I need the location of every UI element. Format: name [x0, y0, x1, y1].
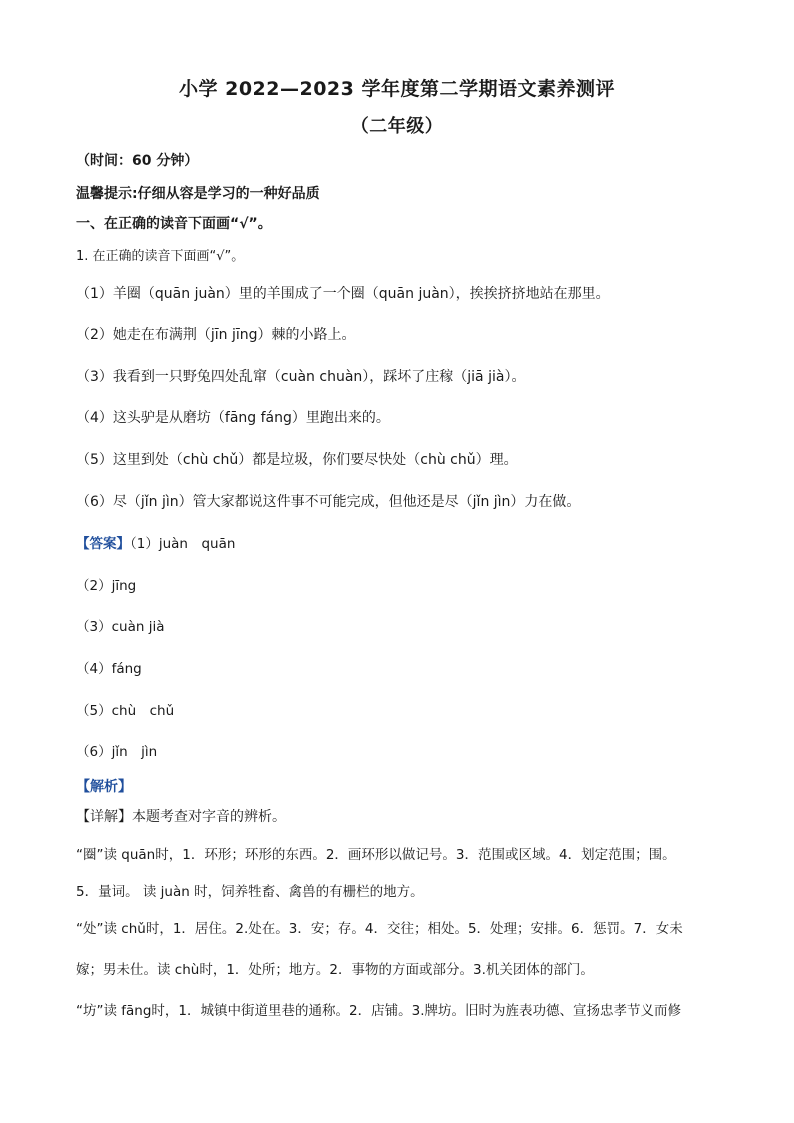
document-title: 小学 2022—2023 学年度第二学期语文素养测评 — [179, 78, 615, 100]
question-item: （1）羊圈（quān juàn）里的羊围成了一个圈（quān juàn），挨挨挤挤地站在那里。 — [76, 286, 610, 302]
question-item: （3）我看到一只野兔四处乱窜（cuàn chuàn），踩坏了庄稼（jiā jià）。 — [76, 369, 526, 385]
analysis-line: 5．量词。 读 juàn 时，饲养牲畜、禽兽的有栅栏的地方。 — [76, 884, 424, 900]
answer-line — [76, 532, 235, 552]
analysis-tag: 【解析】 — [76, 779, 132, 795]
warm-tip: 温馨提示:仔细从容是学习的一种好品质 — [76, 186, 320, 202]
answer-item: （6）jǐn jìn — [76, 744, 158, 760]
analysis-line: “坊”读 fāng时，1．城镇中街道里巷的通称。2．店铺。3.牌坊。旧时为旌表功德、宣扬忠孝节义而修 — [76, 1003, 681, 1019]
analysis-line: 嫁；男未仕。读 chù时，1．处所；地方。2．事物的方面或部分。3.机关团体的部门。 — [76, 962, 594, 978]
analysis-line: “圈”读 quān时，1．环形；环形的东西。2．画环形以做记号。3．范围或区域。4．划定范围；围。 — [76, 847, 676, 863]
answer-item: （1）juàn quān — [130, 536, 236, 552]
section-heading: 一、在正确的读音下面画“√”。 — [76, 216, 272, 232]
answer-item: （3）cuàn jià — [76, 619, 165, 635]
analysis-line: “处”读 chǔ时，1．居住。2.处在。3．安；存。4．交往；相处。5．处理；安排。6．惩罚。7．女未 — [76, 921, 683, 937]
grade-label: （二年级） — [350, 116, 444, 137]
question-item: （2）她走在布满荆（jīn jīng）棘的小路上。 — [76, 327, 356, 343]
analysis-line: 【详解】本题考查对字音的辨析。 — [76, 809, 286, 825]
question-item: （6）尽（jǐn jìn）管大家都说这件事不可能完成，但他还是尽（jǐn jìn）力在做。 — [76, 494, 581, 510]
answer-tag: 【答案】 — [76, 536, 130, 552]
question-item: （4）这头驴是从磨坊（fāng fáng）里跑出来的。 — [76, 410, 390, 426]
answer-item: （2）jīng — [76, 578, 137, 594]
question-item: （5）这里到处（chù chǔ）都是垃圾，你们要尽快处（chù chǔ）理。 — [76, 452, 518, 468]
answer-item: （4）fáng — [76, 661, 142, 677]
time-limit: （时间：60 分钟） — [76, 153, 199, 169]
question-title: 1. 在正确的读音下面画“√”。 — [76, 249, 245, 264]
answer-item: （5）chù chǔ — [76, 703, 175, 719]
